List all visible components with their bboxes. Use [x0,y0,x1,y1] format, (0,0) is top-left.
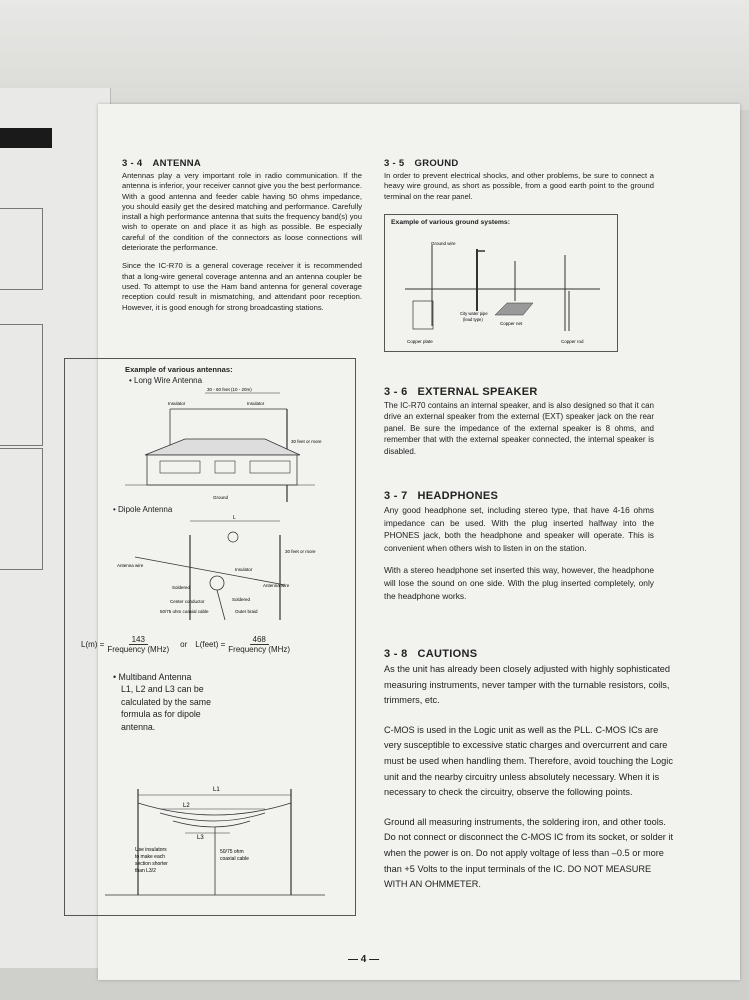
speaker-heading [384,386,654,398]
antenna-wire [160,813,265,821]
multiband-line: formula as for dipole [121,709,201,720]
formula-numerator: 143 [129,635,148,645]
section-title: ANTENNA [152,158,202,169]
table-background [0,0,749,110]
insulators-note: section shorter [135,861,168,867]
left-column [122,158,362,321]
outer-braid-label: Outer braid [235,609,258,614]
cautions-paragraph-2: C-MOS is used in the Logic unit as well as the PLL. C-MOS ICs are very susceptible to excessive static charges and overcurrent and care must be used when handling them. Therefore, avoid touching the Logic unit and the nearby circuitry unless absolutely necessary. When it is necessary to check the circuitry, observe the following points. [384,724,673,798]
formula-fraction [228,635,290,654]
cautions-paragraph-1: As the unit has already been closely adjusted with highly sophisticated measuring instruments, never tamper with the turnable resistors, coils, trimmers, etc. [384,664,671,706]
antenna-wire-label: Antenna wire [117,563,144,568]
water-pipe-label: City water pipe [460,311,488,316]
ground-box-title: Example of various ground systems: [391,219,510,226]
cautions-section [384,648,676,893]
section-number: 3 - 5 [384,158,405,169]
l-label: L [233,515,236,521]
headphones-paragraph-1: Any good headphone set, including stereo type, that have 4-16 ohms impedance can be used. With the plug inserted halfway into the PHONES jack, both the headphone and speaker will operate. This is convenient when others wish to listen in on the station. [384,505,654,553]
insulators-note: to make each [135,854,166,860]
long-wire-diagram [65,387,353,517]
headphones-paragraph-2: With a stereo headphone set inserted this way, however, the headphone will lose the sound on one side. With the plug inserted completely, only the headphone works. [384,565,654,601]
section-title: EXTERNAL SPEAKER [417,386,538,398]
length-formula [81,635,293,654]
house-roof [145,439,300,455]
section-number: 3 - 4 [122,158,143,169]
right-column [384,158,654,210]
section-title: HEADPHONES [417,490,499,502]
multiband-line: • Multiband Antenna [113,672,192,682]
cautions-heading [384,648,676,660]
page-number: — 4 — [348,954,380,965]
copper-rod-label: Copper rod [561,339,584,344]
section-title: GROUND [414,158,459,169]
speaker-section [384,386,654,465]
cautions-paragraph-3: Ground all measuring instruments, the soldering iron, and other tools. Do not connect or disconnect the C-MOS IC from its socket, or solder it when the power is on. Do not apply voltage of less than –0.5 or more than +5 Volts to the input terminals of the IC. DO NOT MEASURE WITH AN OHMMETER. [384,816,674,890]
antenna-examples-box [64,358,356,916]
facing-page-box [0,448,43,570]
formula-denominator: Frequency (MHz) [107,645,170,654]
house-wall [147,455,297,485]
ground-examples-box [384,214,618,352]
antenna-paragraph-1: Antennas play a very important role in radio communication. If the antenna is inferior, your receiver cannot give you the best performance. With a good antenna and feeder cable having 50 ohms impedance, you should easily get the desired matching and performance. Carefully install a high performance antenna that suits the frequency band(s) you wish to operate on and place it as high as possible. Be especially careful of the condition of the connectors as loose connections will deteriorate the performance. [122,171,362,253]
antenna-paragraph-2: Since the IC-R70 is a general coverage receiver it is recommended that a long-wire general coverage antenna and an antenna coupler be used. To attempt to use the Ham band antenna for general coverage reception could result in mismatching, and attendant poor reception. However, it is good enough for strong broadcasting stations. [122,261,362,312]
section-title: CAUTIONS [417,648,478,660]
ground-wire-label: Ground wire [431,241,456,246]
long-wire-label: • Long Wire Antenna [129,376,203,385]
insulators-note: than L3/2 [135,868,156,874]
facing-page-bar [0,128,52,148]
headphones-section [384,490,654,610]
coax-note: coaxial cable [220,856,249,862]
connector-shape [210,576,224,590]
insulator-label: Insulator [235,567,253,572]
manual-page [81,104,740,980]
ground-label: Ground [213,495,229,500]
l1-label: L1 [213,787,220,793]
multiband-line: antenna. [121,721,156,732]
dipole-label: • Dipole Antenna [113,505,173,514]
multiband-line: calculated by the same [121,696,211,707]
insulator-label: Insulator [168,401,186,406]
multiband-line: L1, L2 and L3 can be [121,684,204,695]
l2-label: L2 [183,803,190,809]
multiband-diagram [65,777,353,907]
antenna-wire-label: Antenna wire [263,583,290,588]
formula-lhs: L(feet) = [195,640,226,649]
formula-numerator: 468 [250,635,269,645]
formula-lhs: L(m) = [81,640,105,649]
coax-label: 50/75 ohm coaxial cable [160,609,209,614]
insulator-label: Insulator [247,401,265,406]
insulators-note: Use insulators [135,847,167,853]
multiband-text [113,671,211,733]
l3-label: L3 [197,835,204,841]
section-number: 3 - 8 [384,648,408,660]
ground-diagram [385,231,615,349]
section-number: 3 - 7 [384,490,408,502]
formula-fraction [107,635,169,654]
coax-note: 50/75 ohm [220,849,244,855]
length-label: 30 - 60 feet (10 - 20m) [207,387,252,392]
center-conductor-label: Center conductor [170,599,205,604]
coax-line [217,590,225,620]
height-label: 30 feet or more [291,439,322,444]
dipole-diagram [65,515,353,633]
antenna-wire [173,821,250,827]
facing-page-box [0,324,43,446]
ground-paragraph: In order to prevent electrical shocks, and other problems, be sure to connect a heavy wire ground, as short as possible, from a good earth point to the ground terminal on the rear panel. [384,171,654,201]
soldered-label: Soldered [232,597,251,602]
water-pipe-label: (lead type) [463,317,483,322]
copper-plate-label: Copper plate [407,339,433,344]
antenna-box-title: Example of various antennas: [125,365,233,374]
copper-plate-shape [413,301,433,329]
copper-net-shape [495,303,533,315]
ground-heading [384,158,654,169]
formula-denominator: Frequency (MHz) [228,645,291,654]
height-label: 30 feet or more [285,549,316,554]
speaker-paragraph: The IC-R70 contains an internal speaker, and is also designed so that it can drive an external speaker from the external (EXT) speaker jack on the rear panel. Be sure the impedance of the external speaker is 8 ohms, and remember that with the external speaker connected, the internal speaker is disabled. [384,401,654,456]
section-number: 3 - 6 [384,386,408,398]
copper-net-label: Copper net [500,321,523,326]
soldered-label: Soldered [172,585,191,590]
formula-or: or [180,640,188,649]
antenna-heading [122,158,362,169]
headphones-heading [384,490,654,502]
facing-page-box [0,208,43,290]
insulator-shape [228,532,238,542]
